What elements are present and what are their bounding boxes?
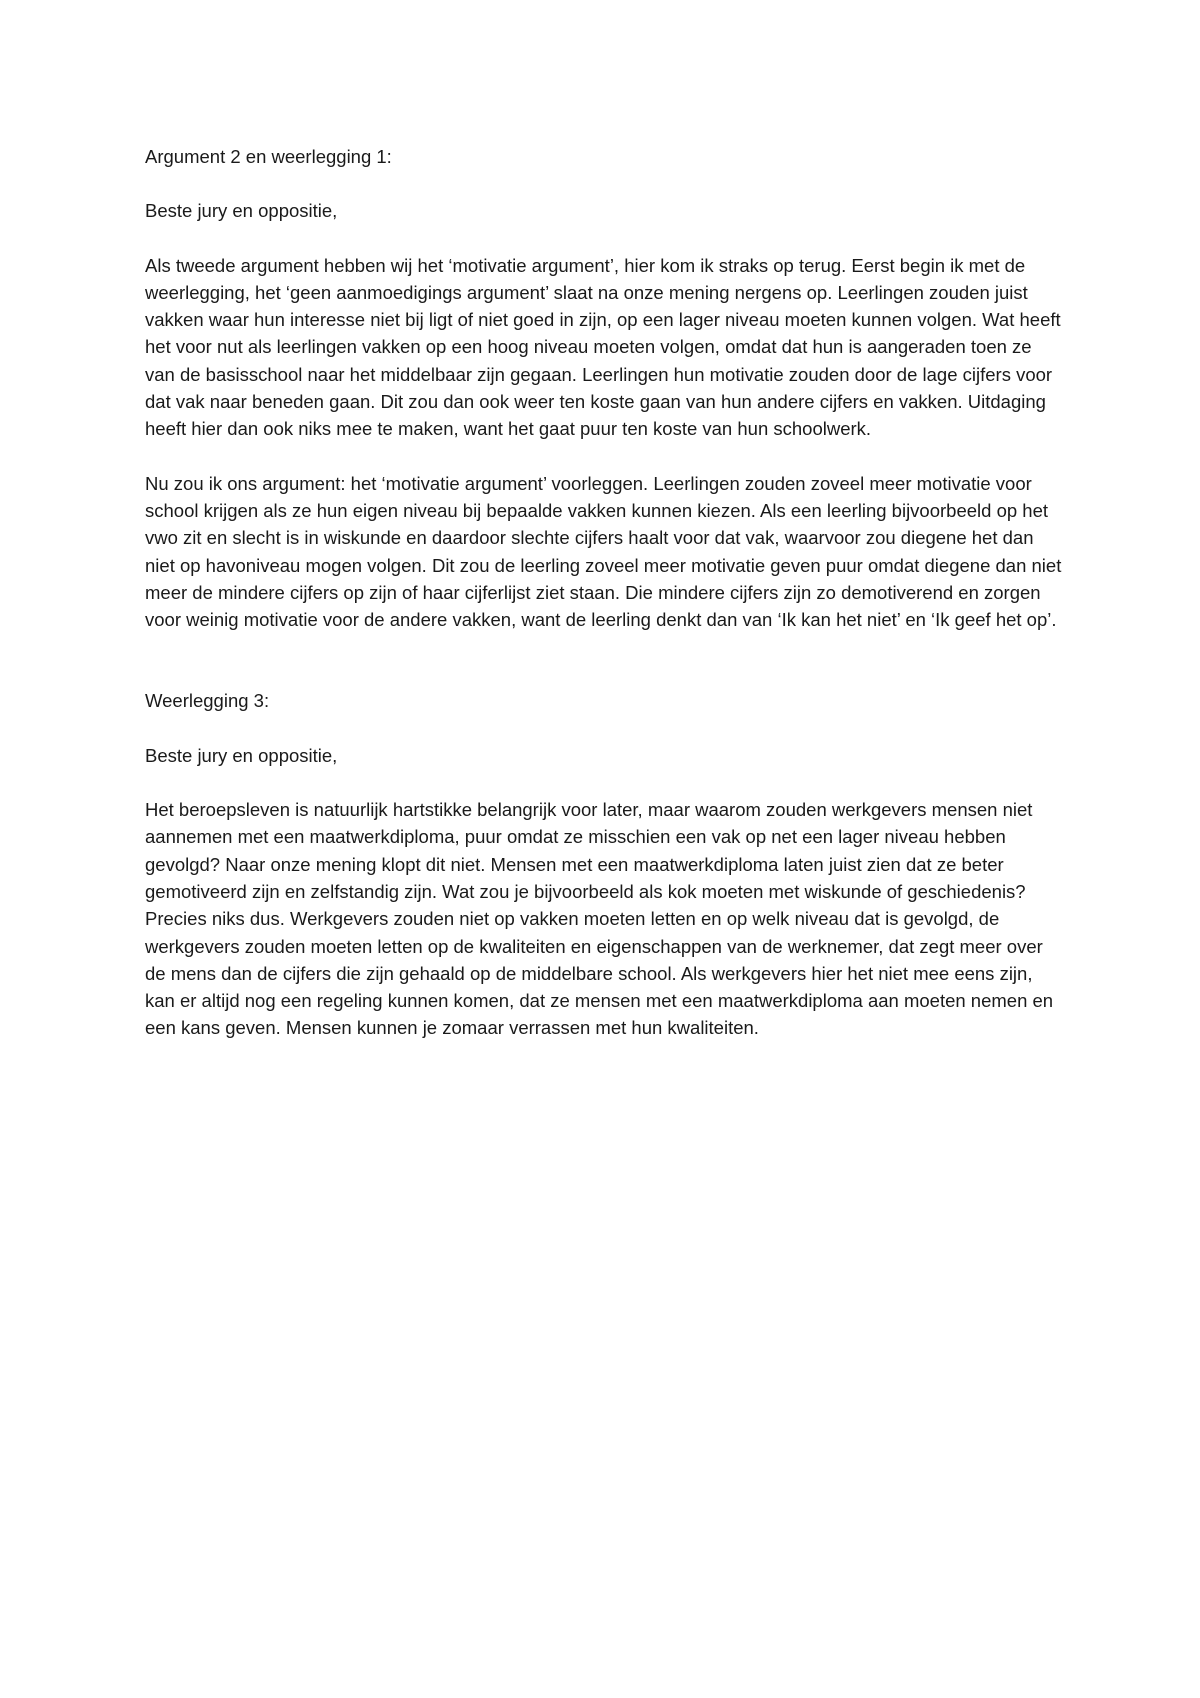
spacer xyxy=(145,633,1065,687)
spacer xyxy=(145,225,1065,252)
section2-heading: Weerlegging 3: xyxy=(145,690,270,712)
section1-paragraph-2: Nu zou ik ons argument: het ‘motivatie argument’ voorleggen. Leerlingen zouden zoveel meer motivatie voor school krijgen als ze hun eigen niveau bij bepaalde vakken kunnen kiezen. Als een leerling bijvoorbeeld op het vwo zit en slecht is in wiskunde en daardoor slechte cijfers haalt voor dat vak, waarvoor zou diegene het dan niet op havoniveau mogen volgen. Dit zou de leerling zoveel meer motivatie geven puur omdat diegene dan niet meer de mindere cijfers op zijn of haar cijferlijst ziet staan. Die mindere cijfers zijn zo demotiverend en zorgen voor weinig motivatie voor de andere vakken, want de leerling denkt dan van ‘Ik kan het niet’ en ‘Ik geef het op’. xyxy=(145,472,1062,631)
spacer xyxy=(145,170,1065,197)
section1-heading: Argument 2 en weerlegging 1: xyxy=(145,146,392,167)
spacer xyxy=(145,769,1065,796)
section1-salutation: Beste jury en oppositie, xyxy=(145,200,338,222)
section2-salutation: Beste jury en oppositie, xyxy=(145,744,338,766)
section2-paragraph-1: Het beroepsleven is natuurlijk hartstikke belangrijk voor later, maar waarom zouden werkgevers mensen niet aannemen met een maatwerkdiploma, puur omdat ze misschien een vak op net een lager niveau hebben gevolgd? Naar onze mening klopt dit niet. Mensen met een maatwerkdiploma laten juist zien dat ze beter gemotiveerd zijn en zelfstandig zijn. Wat zou je bijvoorbeeld als kok moeten met wiskunde of geschiedenis? Precies niks dus. Werkgevers zouden niet op vakken moeten letten en op welk niveau dat is gevolgd, de werkgevers zouden moeten letten op de kwaliteiten en eigenschappen van de werknemer, dat zegt meer over de mens dan de cijfers die zijn gehaald op de middelbare school. Als werkgevers hier het niet mee eens zijn, kan er altijd nog een regeling kunnen komen, dat ze mensen met een maatwerkdiploma aan moeten nemen en een kans geven. Mensen kunnen je zomaar verrassen met hun kwaliteiten. xyxy=(145,799,1054,1039)
document-body xyxy=(145,143,1065,1042)
spacer xyxy=(145,715,1065,742)
spacer xyxy=(145,443,1065,470)
section1-paragraph-1: Als tweede argument hebben wij het ‘motivatie argument’, hier kom ik straks op terug. Eerst begin ik met de weerlegging, het ‘geen aanmoedigings argument’ slaat na onze mening nergens op. Leerlingen zouden juist vakken waar hun interesse niet bij ligt of niet goed in zijn, op een lager niveau moeten kunnen volgen. Wat heeft het voor nut als leerlingen vakken op een hoog niveau moeten volgen, omdat dat hun is aangeraden toen ze van de basisschool naar het middelbaar zijn gegaan. Leerlingen hun motivatie zouden door de lage cijfers voor dat vak naar beneden gaan. Dit zou dan ook weer ten koste gaan van hun andere cijfers en vakken. Uitdaging heeft hier dan ook niks mee te maken, want het gaat puur ten koste van hun schoolwerk. xyxy=(145,254,1061,440)
